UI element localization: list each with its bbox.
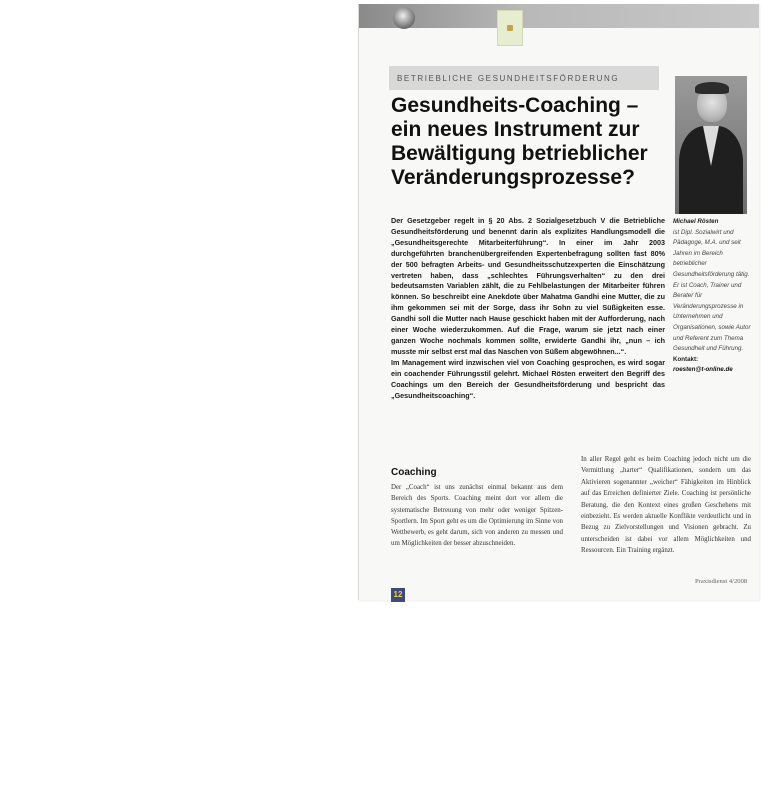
body-column-right: In aller Regel geht es beim Coaching jedoch nicht um die Vermittlung „harter“ Qualifikationen, sondern um das Aktivieren sogenannter „weicher“ Fähigkeiten im Hinblick auf das Erreichen definierter Ziele. Coaching ist persönliche Beratung, die den Kontext eines großen Geschehens mit einbezieht. Es werden aktuelle Konflikte verdeutlicht und in Bezug zu Zielvorstellungen und Visionen gebracht. Zu unterscheiden ist dabei vor allem Möglichkeiten und Ressourcen. Ein Training ergänzt. <box>581 456 751 555</box>
author-name: Michael Rösten <box>673 218 719 225</box>
headline-line: ein neues Instrument zur <box>391 118 640 141</box>
article-lead <box>391 216 665 401</box>
issue-footer: Praxisdienst 4/2008 <box>695 578 748 585</box>
lead-paragraph: Im Management wird inzwischen viel von Coaching gesprochen, es wird sogar ein coachender Führungsstil gelehrt. Michael Rösten erweitert den Begriff des Coachings um den Bereich der Gesundheitsförderung und bespricht das „Gesundheitscoaching“. <box>391 357 665 400</box>
photo-hair <box>695 82 729 94</box>
magazine-page <box>358 4 759 600</box>
cover-thumbnail <box>393 7 415 29</box>
page-number: 12 <box>391 588 405 602</box>
section-tab-marker <box>497 10 523 46</box>
headline-line: Bewältigung betrieblicher <box>391 142 648 165</box>
lead-paragraph: Der Gesetzgeber regelt in § 20 Abs. 2 Sozialgesetzbuch V die Betriebliche Gesundheitsförderung und benennt darin als explizites Handlungsmodell die „Gesundheitsgerechte Mitarbeiterführung“. In einer im Jahr 2003 durchgeführten branchenübergreifenden Expertenbefragung sollten fast 80% der 500 befragten Arbeits- und Gesundheitsschutzexperten die Einschätzung vertreten haben, dass „schlechtes Führungsverhalten“ zu den drei bedeutsamsten Variablen zählt, die zu Fehlbelastungen der Mitarbeiter führen können. So beschreibt eine Anekdote über Mahatma Gandhi eine Mutter, die zu ihm gekommen sei mit der Sorge, dass ihr Sohn zu viel Süßigkeiten esse. Gandhi soll die Mutter nach Hause geschickt haben mit der Aufforderung, nach einer Woche wiederzukommen. Auf die Frage, warum sie jetzt nach einer ganzen Woche nochmals kommen sollte, erwiderte Gandhi ihr, „nun – ich musste mir selbst erst mal das Naschen von Süßem abgewöhnen...“. <box>391 216 665 356</box>
article-headline <box>391 94 681 190</box>
contact-label: Kontakt: <box>673 355 699 363</box>
author-caption <box>673 217 751 376</box>
author-photo <box>675 76 747 214</box>
section-heading-coaching: Coaching <box>391 467 437 478</box>
author-bio: ist Dipl. Sozialwirt und Pädagoge, M.A. und seit Jahren im Bereich betrieblicher Gesundheitsförderung tätig. Er ist Coach, Trainer und Berater für Veränderungsprozesse in Unternehmen und Organisationen, sowie Autor und Referent zum Thema Gesundheit und Führung. <box>673 228 751 353</box>
section-kicker: BETRIEBLICHE GESUNDHEITSFÖRDERUNG <box>397 74 620 83</box>
headline-line: Gesundheits-Coaching – <box>391 94 639 117</box>
body-column-left: Der „Coach“ ist uns zunächst einmal bekannt aus dem Bereich des Sports. Coaching meint dort vor allem die systematische Betreuung von mehr oder weniger Spitzen-Sportlern. Im Sport geht es um die Optimierung im Sinne von Wettbewerb, es geht darum, sich von anderen zu messen und um Möglichkeiten der besser abzuschneiden. <box>391 484 563 548</box>
author-email: roesten@t-online.de <box>673 366 733 374</box>
tab-marker-dot <box>507 25 513 31</box>
header-bar <box>359 4 759 28</box>
headline-line: Veränderungsprozesse? <box>391 166 635 189</box>
